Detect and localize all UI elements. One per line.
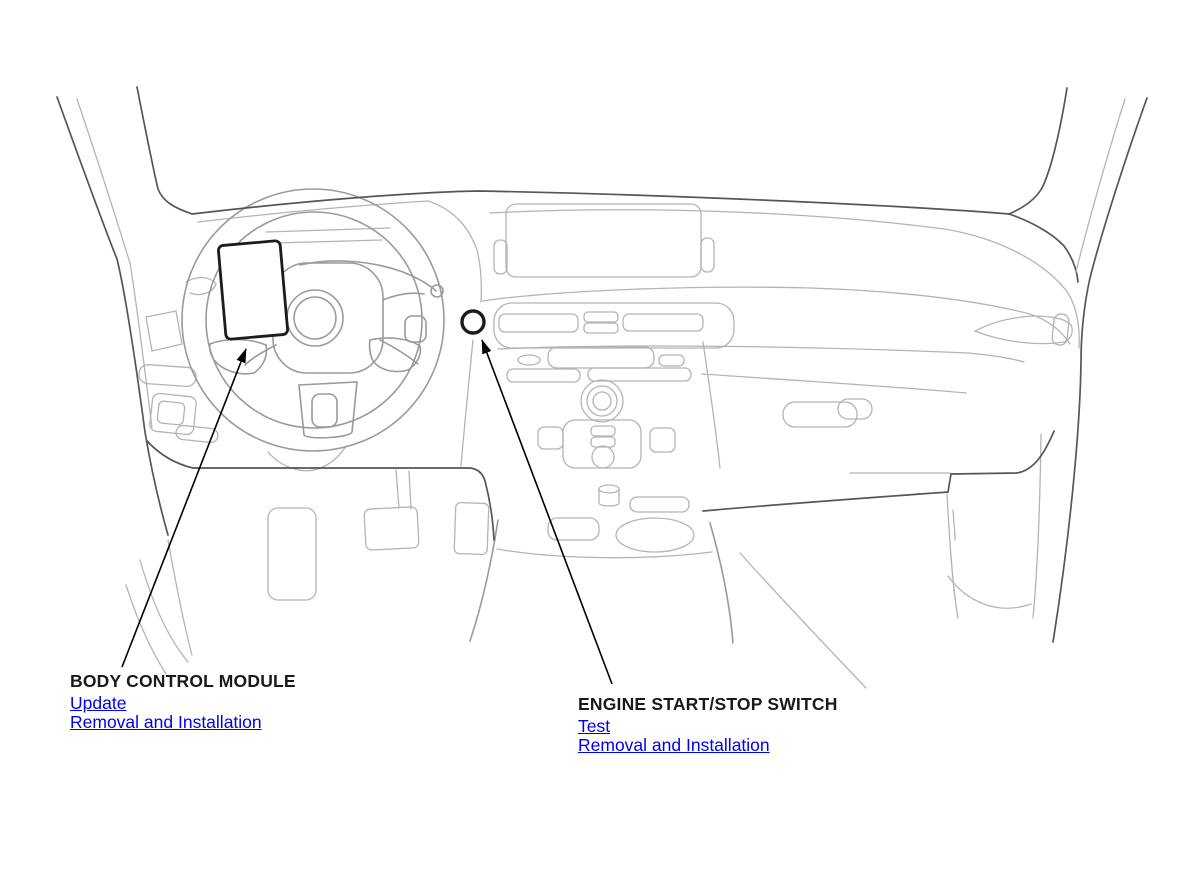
body-control-module-part: [218, 240, 288, 339]
engine-start-stop-switch-part: [462, 311, 484, 333]
link-bcm-removal-installation[interactable]: Removal and Installation: [70, 712, 262, 732]
leader-arrow-engine-start-stop-switch: [482, 340, 612, 684]
callout-body-control-module: [70, 671, 296, 732]
callout-title-body-control-module: BODY CONTROL MODULE: [70, 671, 296, 691]
dashboard-detail-lines: [77, 99, 1079, 688]
link-bcm-update[interactable]: Update: [70, 693, 127, 713]
callout-title-engine-start-stop-switch: ENGINE START/STOP SWITCH: [578, 694, 838, 714]
callout-engine-start-stop-switch: [578, 694, 838, 755]
link-start-stop-test[interactable]: Test: [578, 716, 611, 736]
cabin-structure-lines: [57, 87, 1147, 642]
link-start-stop-removal-installation[interactable]: Removal and Installation: [578, 735, 770, 755]
